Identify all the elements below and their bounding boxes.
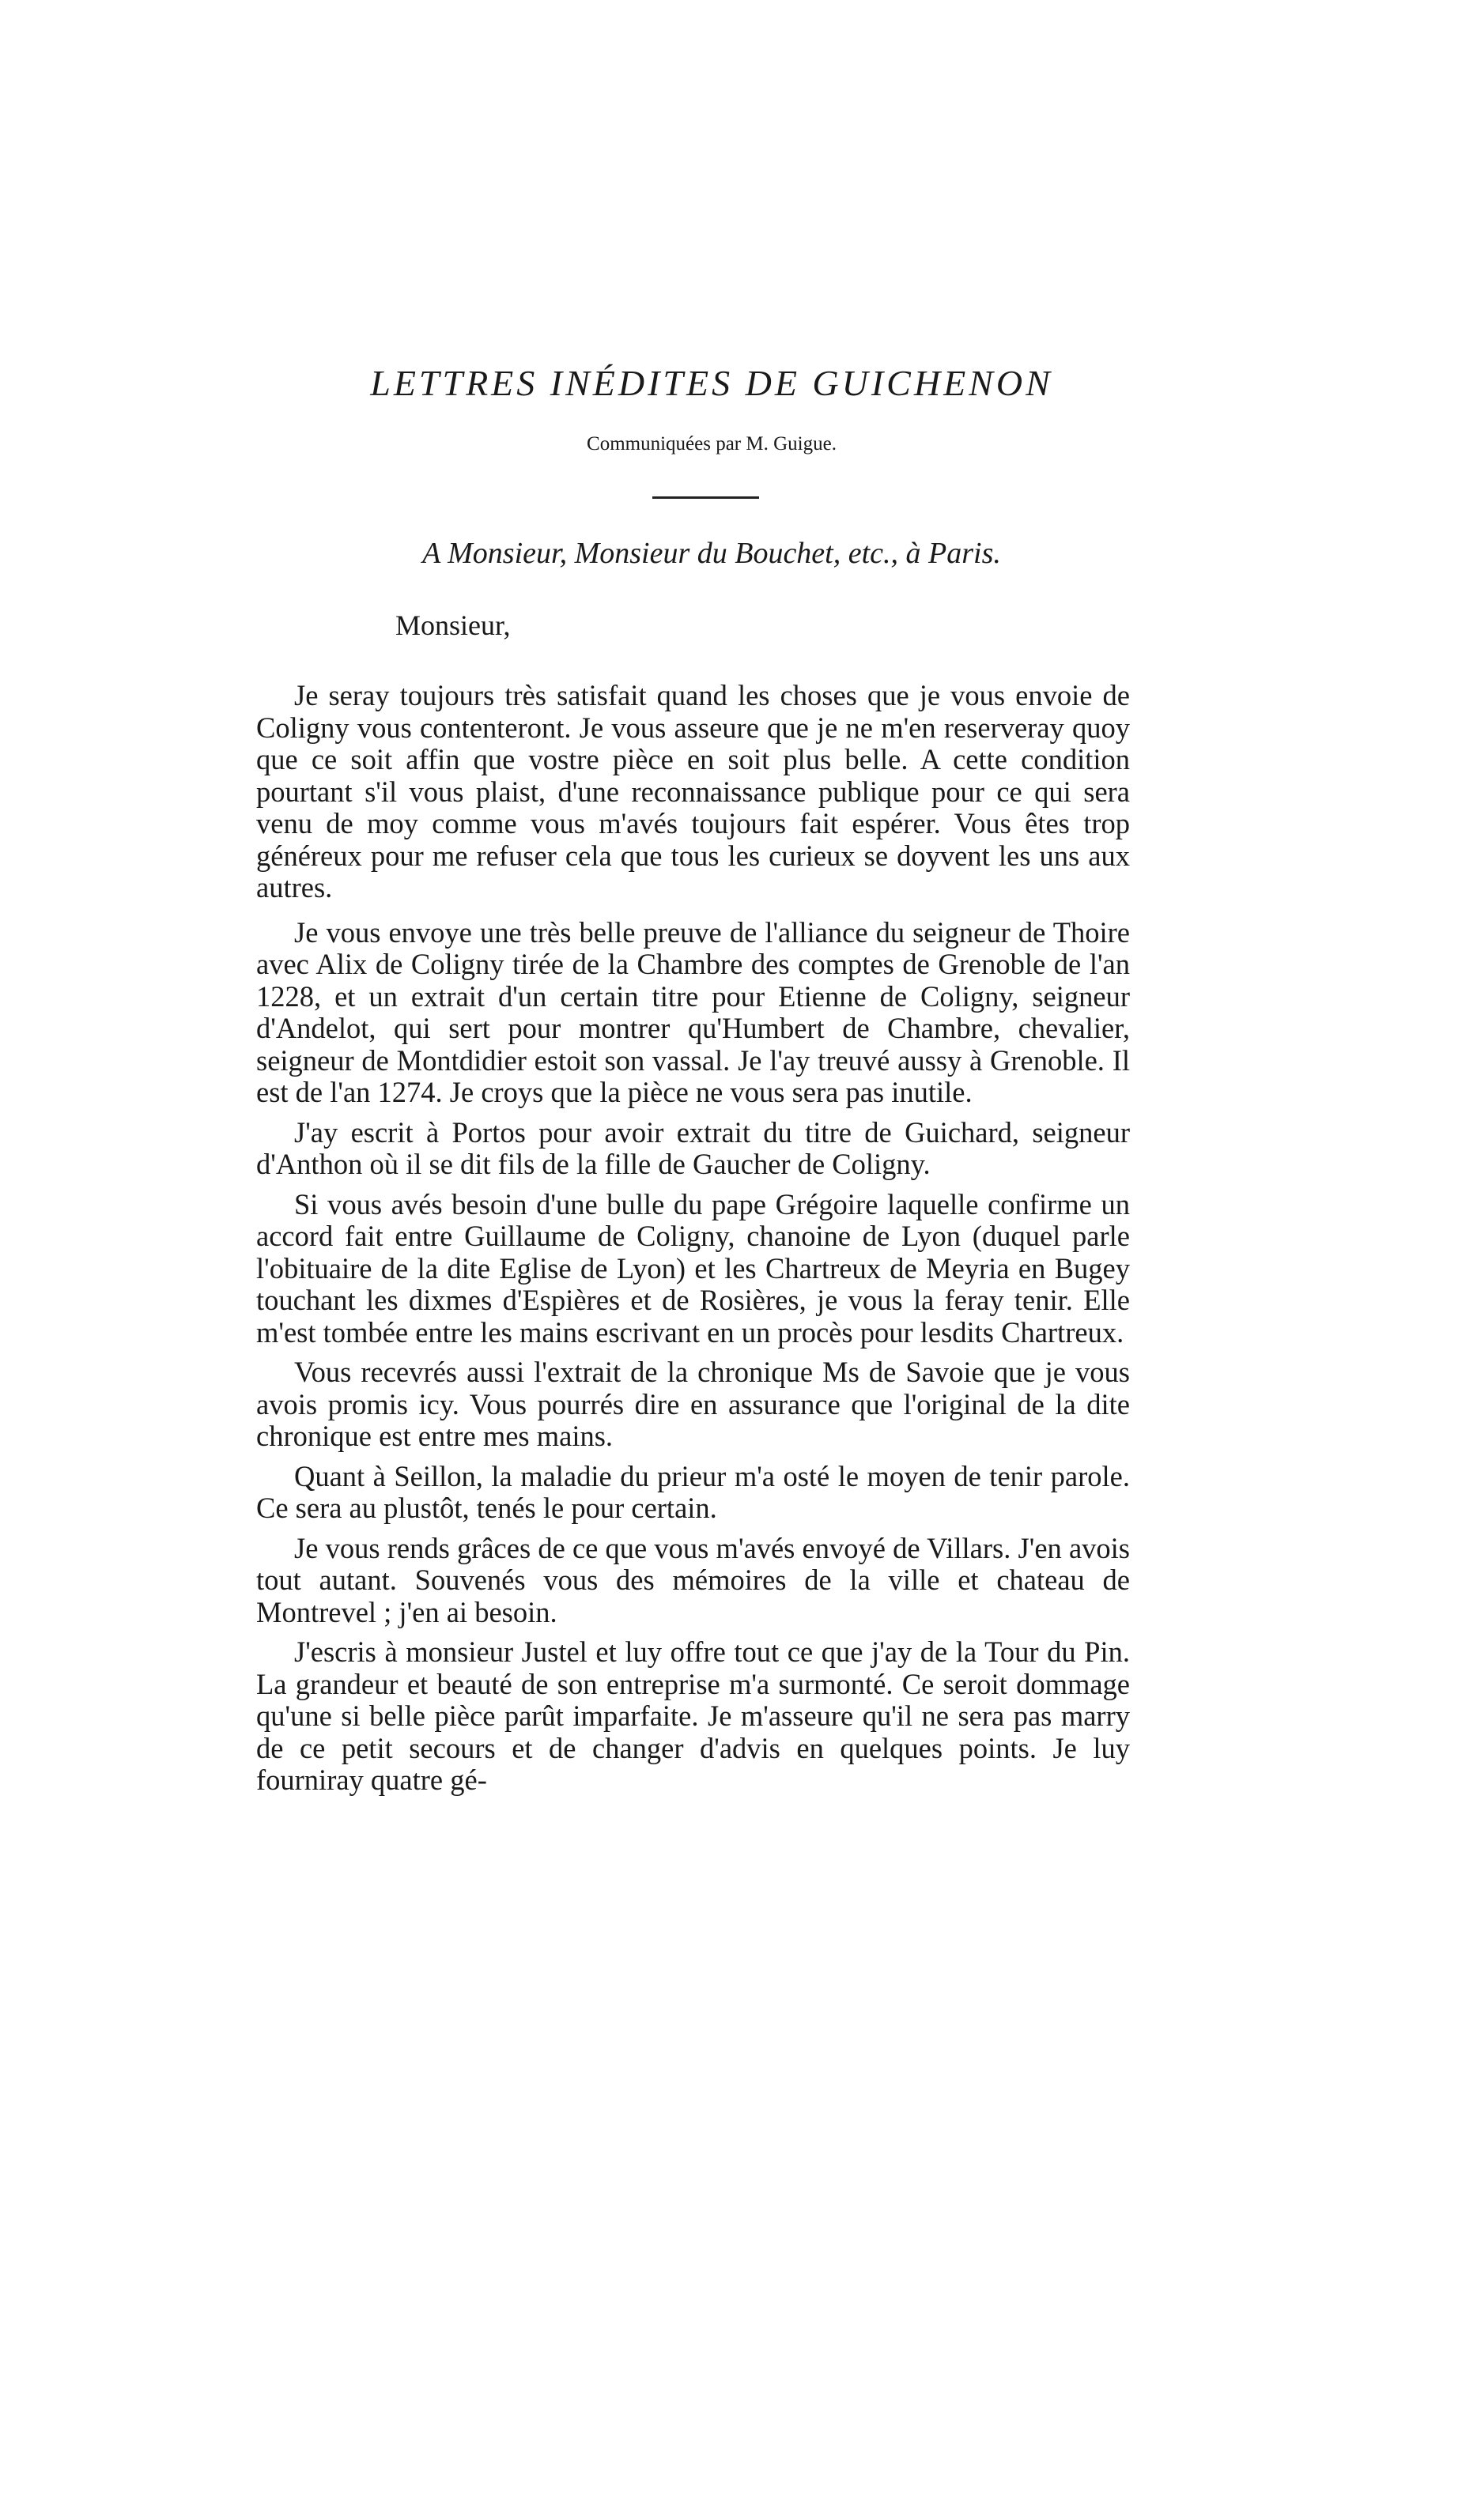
letter-salutation: Monsieur, <box>395 609 511 641</box>
paragraph: Vous recevrés aussi l'extrait de la chronique Ms de Savoie que je vous avois promis icy. Vous pourrés dire en assurance que l'original de la dite chronique est entre mes mains. <box>256 1356 1130 1452</box>
paragraph: Je vous envoye une très belle preuve de l'alliance du seigneur de Thoire avec Alix de Coligny tirée de la Chambre des comptes de Grenoble de l'an 1228, et un extrait d'un certain titre pour Etienne de Coligny, seigneur d'Andelot, qui sert pour montrer qu'Humbert de Chambre, chevalier, seigneur de Montdidier estoit son vassal. Je l'ay treuvé aussy à Grenoble. Il est de l'an 1274. Je croys que la pièce ne vous sera pas inutile. <box>256 915 1130 1108</box>
divider <box>652 496 759 499</box>
paragraph: Quant à Seillon, la maladie du prieur m'a osté le moyen de tenir parole. Ce sera au plustôt, tenés le pour certain. <box>256 1459 1130 1524</box>
letter-address: A Monsieur, Monsieur du Bouchet, etc., à Paris. <box>422 537 1001 570</box>
document-subtitle: Communiquées par M. Guigue. <box>587 433 837 455</box>
paragraph: J'ay escrit à Portos pour avoir extrait du titre de Guichard, seigneur d'Anthon où il se dit fils de la fille de Gaucher de Coligny. <box>256 1115 1130 1180</box>
paragraph: Si vous avés besoin d'une bulle du pape Grégoire laquelle confirme un accord fait entre Guillaume de Coligny, chanoine de Lyon (duquel parle l'obituaire de la dite Eglise de Lyon) et les Chartreux de Meyria en Bugey touchant les dixmes d'Espières et de Rosières, je vous la feray tenir. Elle m'est tombée entre les mains escrivant en un procès pour lesdits Chartreux. <box>256 1187 1130 1349</box>
document-title: LETTRES INÉDITES DE GUICHENON <box>370 363 1053 403</box>
paragraph: J'escris à monsieur Justel et luy offre tout ce que j'ay de la Tour du Pin. La grandeur et beauté de son entreprise m'a surmonté. Ce seroit dommage qu'une si belle pièce parût imparfaite. Je m'asseure qu'il ne sera pas marry de ce petit secours et de changer d'advis en quelques points. Je luy fourniray quatre gé- <box>256 1635 1130 1796</box>
letter-body <box>256 680 1130 1805</box>
paragraph: Je seray toujours très satisfait quand les choses que je vous envoie de Coligny vous contenteront. Je vous asseure que je ne m'en reserveray quoy que ce soit affin que vostre pièce en soit plus belle. A cette condition pourtant s'il vous plaist, d'une reconnaissance publique pour ce qui sera venu de moy comme vous m'avés toujours fait espérer. Vous êtes trop généreux pour me refuser cela que tous les curieux se doyvent les uns aux autres. <box>256 679 1130 904</box>
paragraph: Je vous rends grâces de ce que vous m'avés envoyé de Villars. J'en avois tout autant. Souvenés vous des mémoires de la ville et chateau de Montrevel ; j'en ai besoin. <box>256 1531 1130 1628</box>
